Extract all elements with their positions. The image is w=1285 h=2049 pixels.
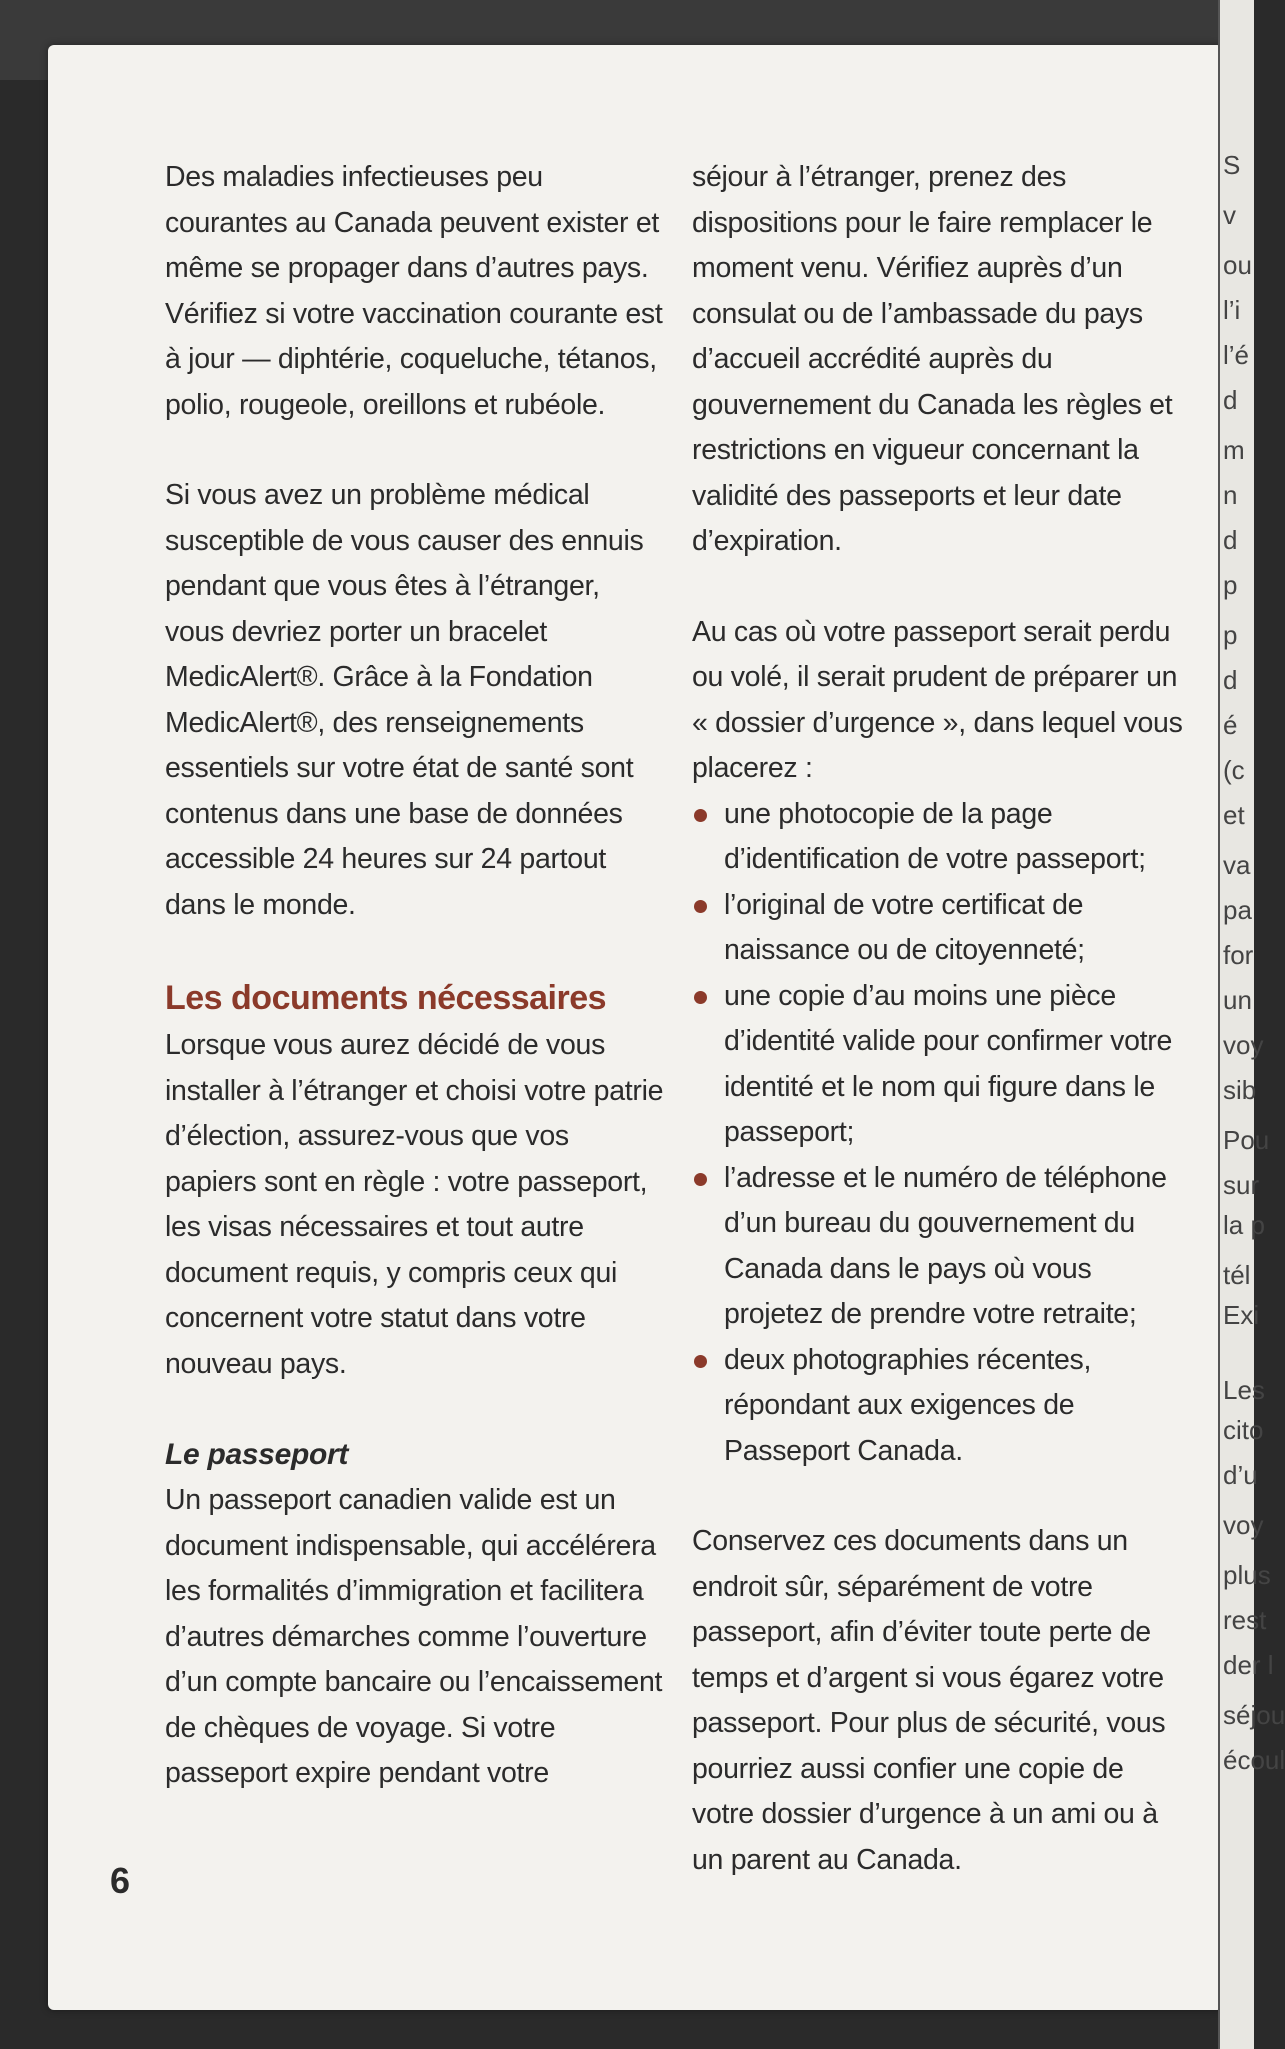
next-page-fragment: et [1223,800,1245,830]
bullet-icon [694,1355,707,1368]
next-page-fragment: écoul [1223,1745,1285,1775]
list-item: l’adresse et le numéro de téléphone d’un bureau du gouvernement du Canada dans le pays où vous projetez de prendre votre retraite; [692,1156,1192,1338]
next-page-fragment: Les [1223,1375,1265,1405]
next-page-fragment: tél [1223,1260,1251,1290]
next-page-fragment: n [1223,480,1238,510]
next-page-edge [1218,0,1285,2049]
next-page-fragment: d’u [1223,1460,1258,1490]
page-number: 6 [110,1860,131,1901]
bullet-icon [694,991,707,1004]
paragraph-keep-documents: Conservez ces documents dans un endroit sûr, séparément de votre passeport, afin d’éviter toute perte de temps et d’argent si vous égarez votre passeport. Pour plus de sécurité, vous pourriez aussi confier une copie de votre dossier d’urgence à un ami ou à un parent au Canada. [692,1525,1166,1876]
next-page-fragment: v [1223,200,1236,230]
next-page-fragment: p [1223,620,1238,650]
next-page-fragment: der l [1223,1650,1274,1680]
next-page-fragment: é [1223,710,1238,740]
next-page-fragment: cito [1223,1415,1264,1445]
next-page-fragment: S [1223,150,1241,180]
list-item: l’original de votre certificat de naissance ou de citoyenneté; [692,883,1192,974]
next-page-fragment: sur [1223,1170,1260,1200]
next-page-fragment: un [1223,985,1252,1015]
paragraph-medicalert: Si vous avez un problème médical susceptible de vous causer des ennuis pendant que vous êtes à l’étranger, vous devriez porter un bracelet MedicAlert®. Grâce à la Fondation MedicAlert®, des renseignements essentiels sur votre état de santé sont contenus dans une base de données accessible 24 heures sur 24 partout dans le monde. [165,479,644,921]
paragraph-vaccination: Des maladies infectieuses peu courantes au Canada peuvent exister et même se propager dans d’autres pays. Vérifiez si votre vaccination courante est à jour — diphtérie, coqueluche, tétanos, polio, rougeole, oreillons et rubéole. [165,161,663,421]
next-page-fragment: Pou [1223,1125,1270,1155]
paragraph-documents: Lorsque vous aurez décidé de vous installer à l’étranger et choisi votre patrie d’élection, assurez-vous que vos papiers sont en règle : votre passeport, les visas nécessaires et tout autre document requis, y compris ceux qui concernent votre statut dans votre nouveau pays. [165,1029,664,1380]
next-page-fragment: l’é [1223,340,1250,370]
next-page-fragment: for [1223,940,1254,970]
list-item: une photocopie de la page d’identification de votre passeport; [692,792,1192,883]
next-page-fragment: d [1223,385,1238,415]
next-page-fragment: l’i [1223,295,1241,325]
next-page-fragment: pa [1223,895,1252,925]
list-item: deux photographies récentes, répondant aux exigences de Passeport Canada. [692,1338,1192,1475]
next-page-fragment: sib [1223,1075,1257,1105]
bullet-icon [694,1173,707,1186]
next-page-fragment: la p [1223,1210,1265,1240]
next-page-fragment: d [1223,525,1238,555]
next-page-fragment: voy [1223,1030,1264,1060]
list-item: une copie d’au moins une pièce d’identité valide pour confirmer votre identité et le nom qui figure dans le passeport; [692,974,1192,1156]
bullet-icon [694,809,707,822]
next-page-fragment: Exi [1223,1300,1260,1330]
left-column [165,155,665,1797]
next-page-fragment: voy [1223,1510,1264,1540]
next-page-fragment: ou [1223,250,1252,280]
paragraph-passport-renewal: séjour à l’étranger, prenez des dispositions pour le faire remplacer le moment venu. Vérifiez auprès d’un consulat ou de l’ambassade du pays d’accueil accrédité auprès du gouvernement du Canada les règles et restrictions en vigueur concernant la validité des passeports et leur date d’expiration. [692,161,1173,557]
right-column [692,155,1192,1883]
next-page-fragment: d [1223,665,1238,695]
emergency-file-list [692,792,1192,1475]
section-heading-documents: Les documents nécessaires [165,979,607,1017]
paragraph-emergency-file: Au cas où votre passeport serait perdu ou volé, il serait prudent de préparer un « dossier d’urgence », dans lequel vous placerez : [692,615,1183,784]
paragraph-passport: Un passeport canadien valide est un document indispensable, qui accélérera les formalités d’immigration et facilitera d’autres démarches comme l’ouverture d’un compte bancaire ou l’encaissement de chèques de voyage. Si votre passeport expire pendant votre [165,1484,663,1789]
next-page-fragment: séjou [1223,1700,1285,1730]
subheading-passport: Le passeport [165,1438,349,1471]
next-page-fragment: p [1223,570,1238,600]
next-page-fragment: rest [1223,1605,1267,1635]
next-page-fragment: va [1223,850,1251,880]
next-page-fragment: plus [1223,1560,1271,1590]
bullet-icon [694,900,707,913]
next-page-fragment: m [1223,435,1245,465]
next-page-fragment: (c [1223,755,1245,785]
